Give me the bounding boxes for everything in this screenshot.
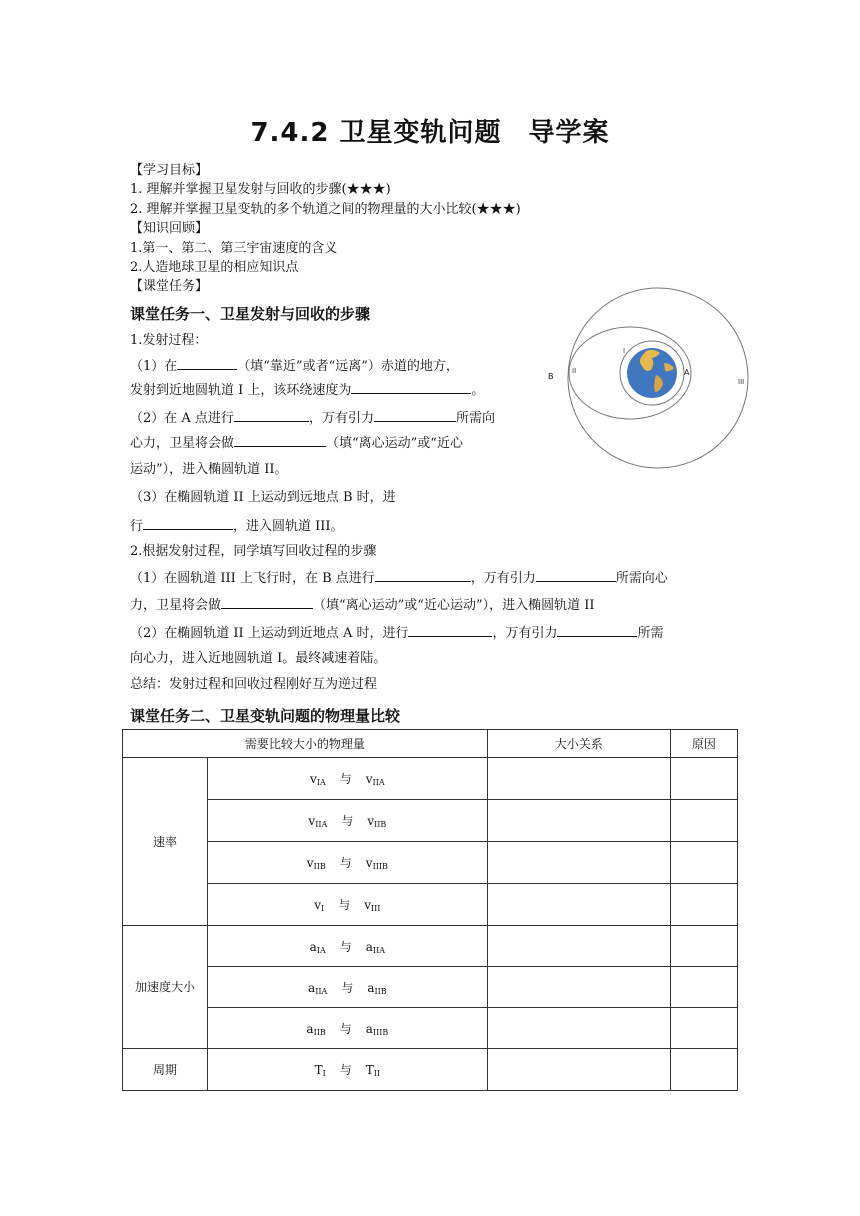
orbit-III-label: III: [738, 378, 745, 386]
accel-group-label: 加速度大小: [123, 926, 208, 1049]
answer-blank[interactable]: [221, 593, 313, 609]
table-row: [123, 926, 738, 967]
orbit-II-label: II: [572, 367, 577, 375]
review-1: 1.第一、第二、第三宇宙速度的含义: [130, 241, 338, 256]
speed-group-label: 速率: [123, 758, 208, 926]
orbit-I-label: I: [623, 347, 626, 355]
table-row: [123, 884, 738, 926]
launch-step-2-line-1: （2）在 A 点进行 ，万有引力 所需向: [130, 406, 495, 431]
page-title: 7.4.2 卫星变轨问题 导学案: [250, 118, 610, 148]
answer-blank[interactable]: [234, 406, 309, 422]
table-header: 需要比较大小的物理量: [123, 730, 488, 758]
answer-blank[interactable]: [351, 378, 471, 394]
recovery-step-2-line-1: （2）在椭圆轨道 II 上运动到近地点 A 时，进行 ，万有引力 所需: [130, 621, 664, 646]
answer-blank[interactable]: [375, 566, 471, 582]
relation-cell[interactable]: [487, 1049, 670, 1091]
table-header: 原因: [670, 730, 737, 758]
quantity-pair: $a_{IIA}$ 与 $a_{IIB}$: [208, 967, 488, 1008]
point-A-label: A: [684, 368, 690, 377]
launch-step-3-line-2: 行 ，进入圆轨道 III。: [130, 514, 344, 539]
recovery-step-1-line-1: （1）在圆轨道 III 上飞行时，在 B 点进行 ，万有引力 所需向心: [130, 566, 668, 591]
orbit-diagram: [560, 283, 756, 473]
answer-blank[interactable]: [557, 621, 637, 637]
comparison-table: [122, 729, 738, 1091]
launch-step-1-line-1: （1）在 （填“靠近”或者“远离”）赤道的地方，: [130, 354, 459, 379]
relation-cell[interactable]: [487, 967, 670, 1008]
reason-cell[interactable]: [670, 1049, 737, 1091]
launch-step-3-line-1: （3）在椭圆轨道 II 上运动到远地点 B 时，进: [130, 490, 396, 505]
table-row: [123, 842, 738, 884]
answer-blank[interactable]: [143, 514, 233, 530]
relation-cell[interactable]: [487, 758, 670, 800]
quantity-pair: $v_I$ 与 $v_{III}$: [208, 884, 488, 926]
quantity-pair: $T_I$ 与 $T_{II}$: [208, 1049, 488, 1091]
task2-heading: 课堂任务二、卫星变轨问题的物理量比较: [130, 707, 401, 725]
reason-cell[interactable]: [670, 800, 737, 842]
reason-cell[interactable]: [670, 884, 737, 926]
relation-cell[interactable]: [487, 842, 670, 884]
quantity-pair: $a_{IA}$ 与 $a_{IIA}$: [208, 926, 488, 967]
table-row: [123, 758, 738, 800]
answer-blank[interactable]: [234, 431, 326, 447]
objective-1: 1. 理解并掌握卫星发射与回收的步骤(★★★): [130, 182, 391, 197]
table-header-row: [123, 730, 738, 758]
table-row: [123, 800, 738, 842]
table-row: [123, 967, 738, 1008]
table-header: 大小关系: [487, 730, 670, 758]
objectives-heading: 【学习目标】: [130, 163, 209, 178]
task1-heading: 课堂任务一、卫星发射与回收的步骤: [130, 305, 371, 323]
review-2: 2.人造地球卫星的相应知识点: [130, 260, 299, 275]
quantity-pair: $v_{IA}$ 与 $v_{IIA}$: [208, 758, 488, 800]
summary: 总结：发射过程和回收过程刚好互为逆过程: [130, 677, 378, 692]
reason-cell[interactable]: [670, 967, 737, 1008]
answer-blank[interactable]: [408, 621, 492, 637]
point-B-label-outer: B: [548, 372, 554, 381]
relation-cell[interactable]: [487, 884, 670, 926]
launch-step-2-line-2: 心力，卫星将会做 （填“离心运动”或“近心: [130, 431, 463, 456]
table-row: [123, 1008, 738, 1049]
relation-cell[interactable]: [487, 926, 670, 967]
table-row: [123, 1049, 738, 1091]
reason-cell[interactable]: [670, 1008, 737, 1049]
launch-step-1-line-2: 发射到近地圆轨道 I 上，该环绕速度为 。: [130, 378, 484, 403]
answer-blank[interactable]: [374, 406, 456, 422]
objective-2: 2. 理解并掌握卫星变轨的多个轨道之间的物理量的大小比较(★★★): [130, 202, 521, 217]
relation-cell[interactable]: [487, 1008, 670, 1049]
launch-step-2-line-3: 运动”），进入椭圆轨道 II。: [130, 462, 288, 477]
recovery-step-2-line-2: 向心力，进入近地圆轨道 I。最终减速着陆。: [130, 651, 387, 666]
review-heading: 【知识回顾】: [130, 221, 209, 236]
launch-heading: 1.发射过程：: [130, 333, 208, 348]
answer-blank[interactable]: [536, 566, 616, 582]
reason-cell[interactable]: [670, 842, 737, 884]
tasks-heading: 【课堂任务】: [130, 279, 209, 294]
answer-blank[interactable]: [177, 354, 237, 370]
period-group-label: 周期: [123, 1049, 208, 1091]
quantity-pair: $v_{IIA}$ 与 $v_{IIB}$: [208, 800, 488, 842]
recovery-step-1-line-2: 力，卫星将会做 （填“离心运动”或“近心运动”），进入椭圆轨道 II: [130, 593, 595, 618]
reason-cell[interactable]: [670, 926, 737, 967]
reason-cell[interactable]: [670, 758, 737, 800]
quantity-pair: $v_{IIB}$ 与 $v_{IIIB}$: [208, 842, 488, 884]
recovery-heading: 2.根据发射过程，同学填写回收过程的步骤: [130, 544, 377, 559]
relation-cell[interactable]: [487, 800, 670, 842]
quantity-pair: $a_{IIB}$ 与 $a_{IIIB}$: [208, 1008, 488, 1049]
